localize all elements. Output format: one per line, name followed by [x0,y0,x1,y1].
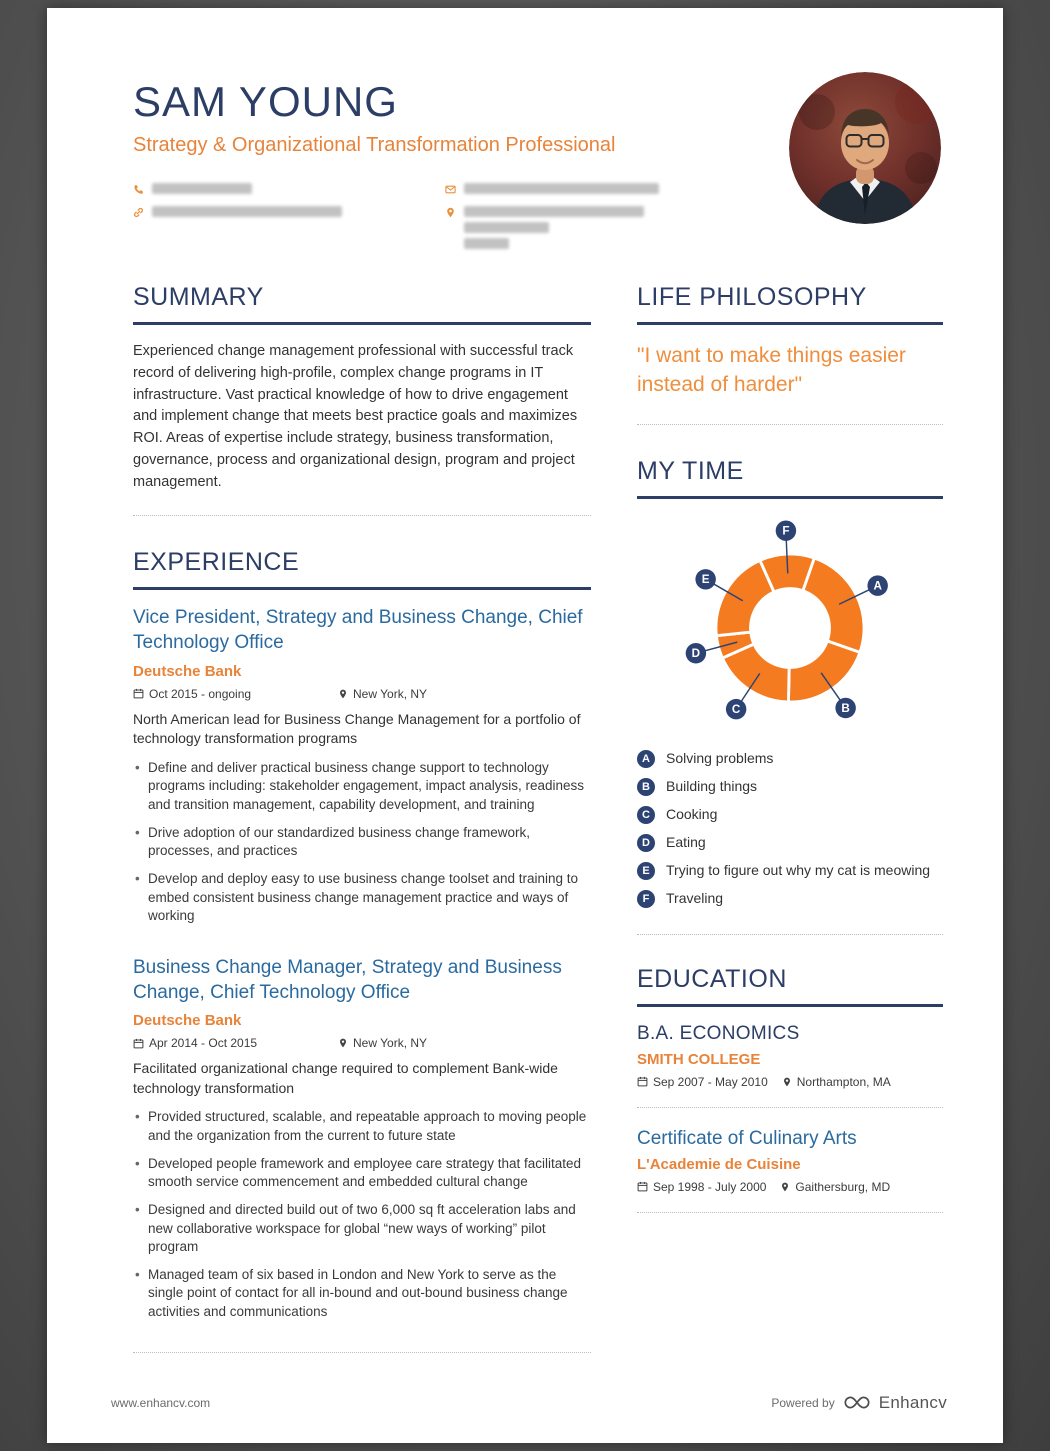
svg-text:D: D [691,646,701,660]
legend-item: F Traveling [637,889,943,908]
education-meta [637,1180,943,1194]
job-description: North American lead for Business Change Management for a portfolio of technology transformation programs [133,710,581,747]
summary-section [133,283,591,516]
job-meta [133,687,591,701]
education-location: Northampton, MA [782,1075,891,1089]
education-item [637,1128,943,1213]
resume-page [47,8,1003,1443]
phone-icon [133,184,145,195]
location-icon [338,689,348,699]
education-section [637,965,943,1213]
enhancv-site-link[interactable]: www.enhancv.com [111,1395,211,1410]
calendar-icon [133,1038,144,1049]
divider [133,1352,591,1353]
my-time-section [637,457,943,935]
education-dates: Sep 1998 - July 2000 [637,1180,766,1194]
calendar-icon [637,1076,648,1087]
education-item [637,1023,943,1108]
education-heading: EDUCATION [637,965,943,1007]
job-bullets [133,1108,591,1321]
header-text-block [133,64,769,249]
page-footer [111,1393,947,1413]
contact-phone [133,183,433,196]
powered-by-label: Powered by [771,1395,835,1410]
legend-key-badge: C [637,806,655,824]
redacted-profile-url [152,206,342,217]
philosophy-quote: "I want to make things easier instead of harder" [637,344,906,397]
bullet: • Provided structured, scalable, and repeatable approach to moving people and the organization from the current to future state [133,1108,591,1145]
legend-key-badge: D [637,834,655,852]
job-bullets [133,759,591,926]
svg-text:B: B [841,701,850,715]
right-column [637,283,943,1353]
bullet: • Designed and directed build out of two 6,000 sq ft acceleration labs and new collaborative workspace for global “new ways of working” pilot program [133,1201,591,1257]
redacted-address [464,206,644,249]
my-time-legend [637,749,943,908]
divider [637,1107,943,1108]
profile-photo [789,72,941,224]
experience-item [133,606,591,926]
svg-text:C: C [731,702,741,716]
contact-address [445,206,769,249]
link-icon [133,207,145,218]
powered-by [771,1393,947,1413]
job-title: Vice President, Strategy and Business Change, Chief Technology Office [133,607,583,653]
school-name: L'Academie de Cuisine [637,1155,801,1173]
education-location: Gaithersburg, MD [780,1180,890,1194]
location-icon [338,1038,348,1048]
company-name: Deutsche Bank [133,1012,242,1030]
svg-text:F: F [782,524,790,538]
bullet: • Developed people framework and employee care strategy that facilitated smooth service commencement and embedded cultural change [133,1155,591,1192]
legend-key-badge: A [637,750,655,768]
job-dates: Apr 2014 - Oct 2015 [133,1036,338,1050]
enhancv-logo-icon [843,1395,871,1410]
calendar-icon [133,688,144,699]
legend-item: B Building things [637,777,943,796]
legend-key-badge: B [637,778,655,796]
legend-item: D Eating [637,833,943,852]
legend-item: E Trying to figure out why my cat is meowing [637,861,943,880]
left-column [133,283,591,1353]
company-name: Deutsche Bank [133,662,242,680]
divider [637,424,943,425]
bullet: • Define and deliver practical business change support to technology programs including: stakeholder engagement, impact analysis, readiness and transition management, capability development, and training [133,759,591,815]
education-meta [637,1075,943,1089]
divider [637,1212,943,1213]
redacted-phone-number [152,183,252,194]
calendar-icon [637,1181,648,1192]
degree: Certificate of Culinary Arts [637,1127,857,1149]
location-icon [782,1077,792,1087]
job-location: New York, NY [338,687,427,701]
school-name: SMITH COLLEGE [637,1050,761,1068]
contact-info [133,183,769,249]
redacted-email [464,183,659,194]
job-description: Facilitated organizational change required to complement Bank-wide technology transformation [133,1060,558,1096]
bullet: • Drive adoption of our standardized business change framework, processes, and practices [133,824,591,861]
mail-icon [445,184,457,195]
summary-heading: SUMMARY [133,283,591,325]
my-time-donut [671,515,909,741]
job-meta [133,1036,591,1050]
contact-email [445,183,769,196]
experience-item [133,956,591,1322]
svg-text:E: E [701,572,710,586]
divider [637,934,943,935]
education-dates: Sep 2007 - May 2010 [637,1075,768,1089]
contact-col-left [133,183,433,219]
experience-heading: EXPERIENCE [133,548,591,590]
bullet: • Develop and deploy easy to use business change toolset and training to embed consistent business change management practice and ways of working [133,870,591,926]
job-title: Business Change Manager, Strategy and Business Change, Chief Technology Office [133,956,562,1003]
my-time-heading: MY TIME [637,457,943,499]
headshot-illustration [789,72,941,224]
resume-header [133,64,943,249]
contact-col-right [445,183,769,249]
svg-text:A: A [873,579,882,593]
experience-section [133,548,591,1352]
job-location: New York, NY [338,1036,427,1050]
life-philosophy-section [637,283,943,425]
degree: B.A. ECONOMICS [637,1022,800,1044]
professional-title: Strategy & Organizational Transformation Professional [133,134,616,156]
location-icon [780,1182,790,1192]
location-icon [445,207,457,218]
my-time-chart [637,515,943,741]
name: SAM YOUNG [133,78,398,125]
job-dates: Oct 2015 - ongoing [133,687,338,701]
legend-key-badge: F [637,890,655,908]
legend-item: C Cooking [637,805,943,824]
resume-body [133,283,943,1353]
divider [133,515,591,516]
legend-item: A Solving problems [637,749,943,768]
contact-link [133,206,433,219]
legend-key-badge: E [637,862,655,880]
life-philosophy-heading: LIFE PHILOSOPHY [637,283,943,325]
brand-name: Enhancv [878,1392,947,1412]
summary-text: Experienced change management professional with successful track record of delivering high-profile, complex change programs in IT infrastructure. Vast practical knowledge of how to drive engagement and implement change that meets best practice goals and maximizes ROI. Areas of expertise include strategy, business transformation, governance, process and organizational design, program and project management. [133,343,578,490]
bullet: • Managed team of six based in London and New York to serve as the single point of contact for all in-bound and out-bound business change activities and communications [133,1266,591,1322]
